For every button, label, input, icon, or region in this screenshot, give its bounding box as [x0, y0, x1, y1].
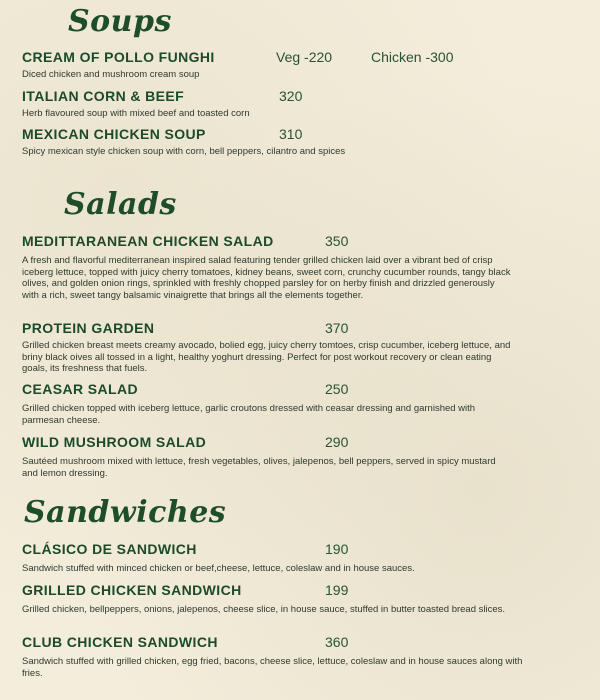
item-name: ITALIAN CORN & BEEF: [22, 88, 185, 104]
item-name: MEXICAN CHICKEN SOUP: [22, 126, 206, 142]
item-price-chicken: Chicken -300: [371, 49, 454, 65]
item-price: 250: [325, 381, 349, 397]
item-price: 370: [325, 320, 349, 336]
item-price: 310: [279, 126, 303, 142]
item-description: A fresh and flavorful mediterranean inspired salad featuring tender grilled chicken laid over a vibrant bed of crisp iceberg lettuce, topped with juicy cherry tomatoes, kidney beans, sweet corn, crunchy cucumber rounds, tangy black olives, and golden onion rings, sprinkled with freshly chopped parsley for on herby finish and drizzled generously with a rich, sweet tangy balsamic vinaigrette that brings all the elements together.: [22, 255, 511, 301]
item-name: WILD MUSHROOM SALAD: [22, 434, 207, 450]
item-description: Grilled chicken, bellpeppers, onions, jalepenos, cheese slice, in house sauce, stuffed in butter toasted bread slices.: [22, 604, 506, 615]
item-name: PROTEIN GARDEN: [22, 320, 155, 336]
item-price-veg: Veg -220: [276, 49, 333, 65]
item-price: 320: [279, 88, 303, 104]
item-name: CLÁSICO DE SANDWICH: [22, 541, 197, 557]
item-description: Diced chicken and mushroom cream soup: [22, 69, 200, 80]
item-name: GRILLED CHICKEN SANDWICH: [22, 582, 242, 598]
item-description: Sandwich stuffed with minced chicken or beef,cheese, lettuce, coleslaw and in house sauces.: [22, 563, 415, 574]
item-price: 199: [325, 582, 349, 598]
item-price: 360: [325, 634, 349, 650]
item-description: Grilled chicken breast meets creamy avocado, bolied egg, juicy cherry tomtoes, crisp cucumber, iceberg lettuce, and briny black oives all tossed in a light, healthy yoghurt dressing. Perfect for post workout recovery or clean eating goals, its freshness that fuels.: [22, 340, 511, 374]
item-price: 350: [325, 233, 349, 249]
item-description: Sautéed mushroom mixed with lettuce, fresh vegetables, olives, jalepenos, bell peppers, served in spicy mustard and lemon dressing.: [22, 456, 496, 479]
item-description: Spicy mexican style chicken soup with corn, bell peppers, cilantro and spices: [22, 146, 346, 157]
item-price: 290: [325, 434, 349, 450]
item-name: CLUB CHICKEN SANDWICH: [22, 634, 218, 650]
item-name: MEDITTARANEAN CHICKEN SALAD: [22, 233, 274, 249]
item-name: CEASAR SALAD: [22, 381, 139, 397]
section-title-soups: Soups: [68, 4, 172, 39]
item-description: Sandwich stuffed with grilled chicken, egg fried, bacons, cheese slice, lettuce, coleslaw and in house sauces along with fries.: [22, 656, 523, 679]
item-description: Herb flavoured soup with mixed beef and toasted corn: [22, 108, 250, 119]
item-price: 190: [325, 541, 349, 557]
item-name: CREAM OF POLLO FUNGHI: [22, 49, 215, 65]
section-title-salads: Salads: [64, 187, 177, 222]
section-title-sandwiches: Sandwiches: [24, 495, 227, 530]
item-description: Grilled chicken topped with iceberg lettuce, garlic croutons dressed with ceasar dressing and garnished with parmesan cheese.: [22, 403, 476, 426]
